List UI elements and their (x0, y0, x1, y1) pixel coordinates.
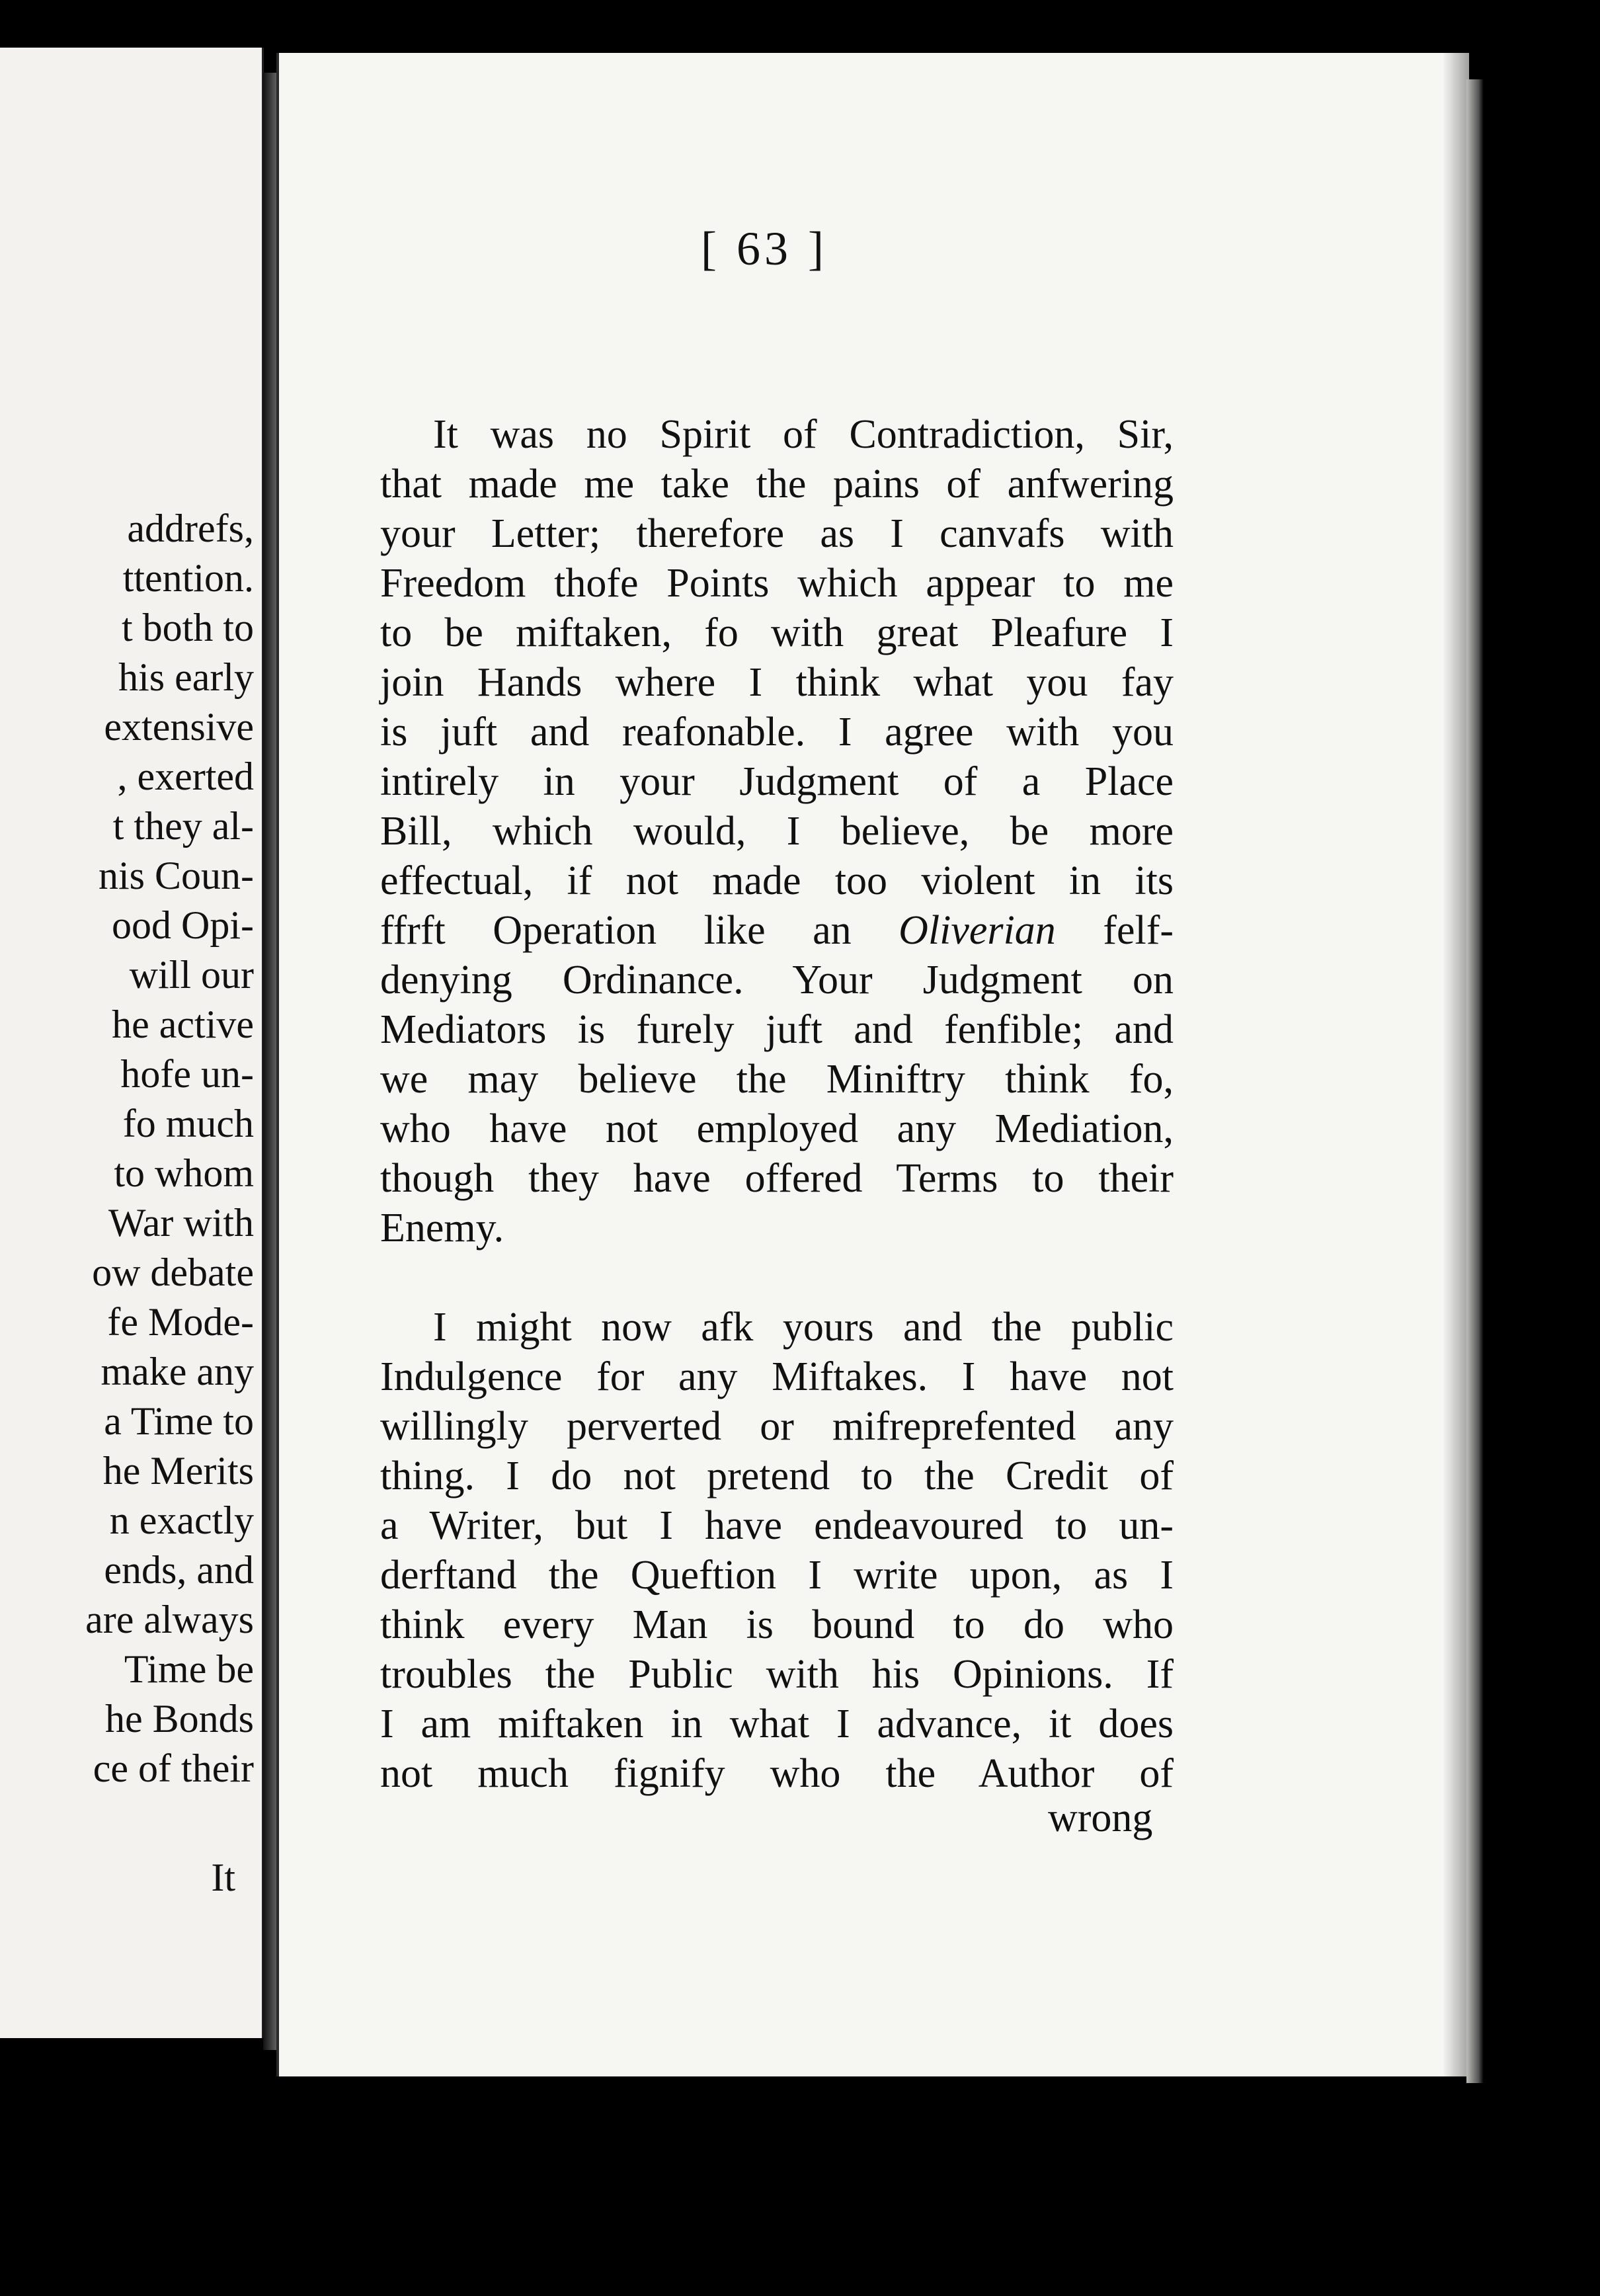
left-page-line: to whom (114, 1151, 254, 1195)
text-line: It was no Spirit of Contradiction, Sir, (433, 412, 1174, 457)
left-page-line: ends, and (104, 1548, 254, 1592)
left-page-line: he Merits (102, 1449, 254, 1493)
text-line: not much fignify who the Author of (380, 1751, 1174, 1796)
left-page-line: fe Mode- (107, 1300, 254, 1344)
left-page-line: are always (85, 1598, 254, 1641)
left-page-line: make any (100, 1350, 254, 1393)
left-page-line: t both to (121, 606, 254, 649)
text-line: ffrft Operation like an Oliverian felf- (380, 908, 1174, 953)
text-line: effectual, if not made too violent in its (380, 858, 1174, 903)
text-line: we may believe the Miniftry think fo, (380, 1057, 1174, 1102)
left-page-line: n exactly (109, 1498, 254, 1542)
text-line: intirely in your Judgment of a Place (380, 759, 1174, 804)
text-line: though they have offered Terms to their (380, 1156, 1174, 1201)
text-line: Mediators is furely juft and fenfible; and (380, 1007, 1174, 1052)
left-page-line: a Time to (104, 1399, 254, 1443)
left-page-line: ood Opi- (112, 903, 254, 947)
left-page-line: ttention. (122, 556, 254, 600)
text-line: join Hands where I think what you fay (380, 660, 1174, 705)
text-line: troubles the Public with his Opinions. If (380, 1652, 1174, 1697)
text-line: Freedom thofe Points which appear to me (380, 561, 1174, 606)
left-page-line: he active (112, 1003, 254, 1046)
left-page-line: nis Coun- (98, 854, 254, 897)
text-line: your Letter; therefore as I canvafs with (380, 511, 1174, 556)
left-page-line: he Bonds (105, 1697, 254, 1741)
text-line: Enemy. (380, 1206, 504, 1250)
left-page-line: , exerted (117, 755, 254, 798)
left-page-line: extensive (104, 705, 254, 749)
text-line: willingly perverted or mifreprefented any (380, 1404, 1174, 1449)
text-line: think every Man is bound to do who (380, 1602, 1174, 1647)
text-line: that made me take the pains of anfwering (380, 462, 1174, 507)
page-edge (1466, 79, 1484, 2083)
text-line: Indulgence for any Miftakes. I have not (380, 1354, 1174, 1399)
page-number: [ 63 ] (701, 222, 828, 275)
left-page-line: t they al- (112, 804, 254, 848)
text-line: a Writer, but I have endeavoured to un- (380, 1503, 1174, 1548)
catchword: wrong (1048, 1795, 1153, 1840)
left-page-line: his early (118, 655, 254, 699)
paragraph (380, 410, 1174, 1253)
text-line: to be miftaken, fo with great Pleafure I (380, 610, 1174, 655)
text-line: derftand the Queftion I write upon, as I (380, 1553, 1174, 1598)
left-page-line: addrefs, (127, 507, 254, 550)
left-page-line: will our (129, 953, 254, 997)
text-line: I might now afk yours and the public (433, 1305, 1174, 1350)
left-page-line: hofe un- (120, 1052, 254, 1096)
text-line: I am miftaken in what I advance, it does (380, 1702, 1174, 1746)
left-page (0, 48, 264, 2038)
left-page-line: ce of their (93, 1746, 254, 1790)
left-page-line: ow debate (92, 1250, 254, 1294)
text-line: who have not employed any Mediation, (380, 1106, 1174, 1151)
text-line: thing. I do not pretend to the Credit of (380, 1454, 1174, 1498)
text-line: is juft and reafonable. I agree with you (380, 710, 1174, 755)
left-page-catchword: It (211, 1856, 235, 1899)
left-page-line: War with (108, 1201, 254, 1245)
left-page-line: fo much (122, 1102, 254, 1145)
text-line: denying Ordinance. Your Judgment on (380, 958, 1174, 1003)
paragraph (380, 1303, 1174, 1799)
text-line: Bill, which would, I believe, be more (380, 809, 1174, 854)
left-page-line: Time be (124, 1647, 254, 1691)
